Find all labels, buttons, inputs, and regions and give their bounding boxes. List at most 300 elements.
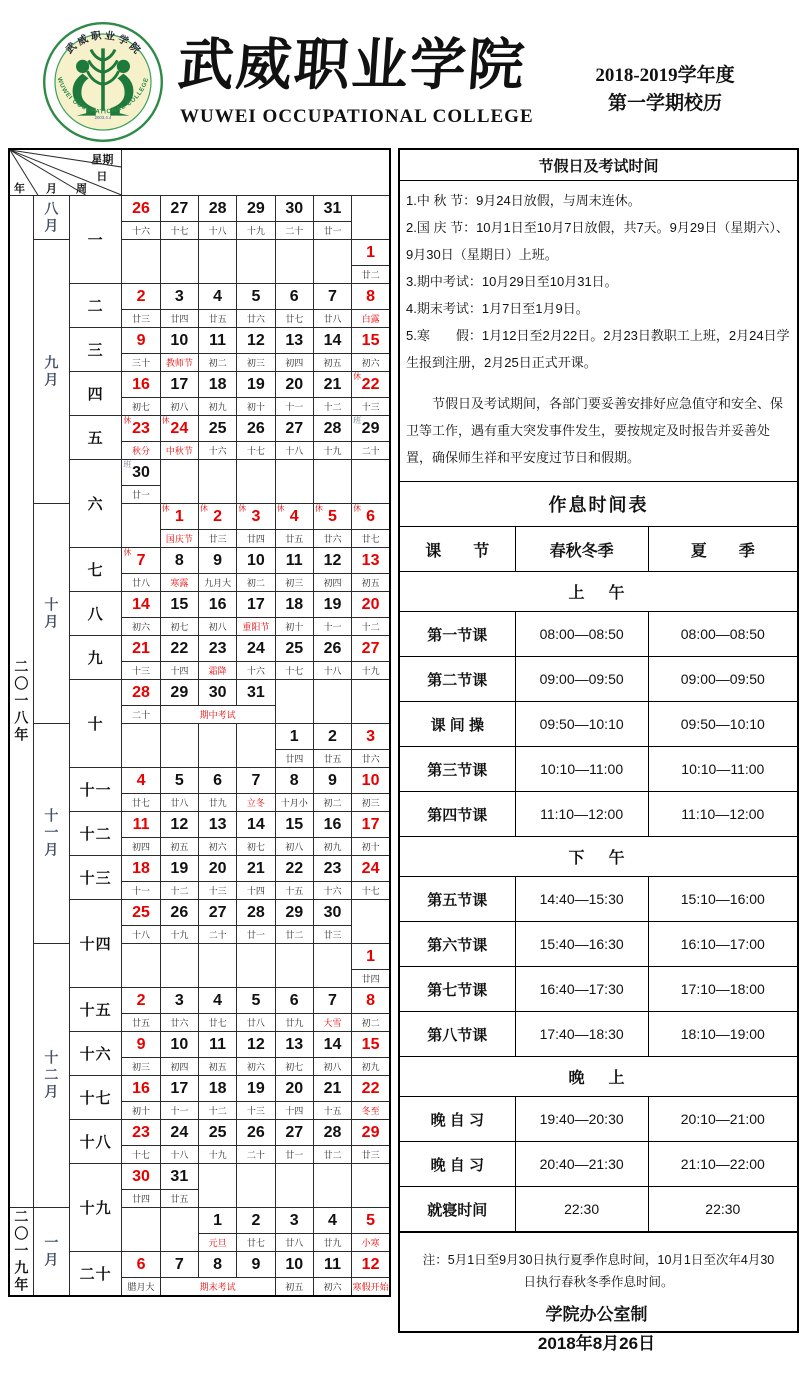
holiday-badge: 休 bbox=[123, 416, 132, 425]
date-cell: 2 bbox=[237, 1208, 275, 1234]
date-cell: 12 bbox=[160, 812, 198, 838]
logo-founding-date: 2003.4.4 bbox=[94, 115, 112, 121]
schedule-column-header-0: 课 节 bbox=[400, 527, 515, 572]
date-cell: 9 bbox=[122, 328, 160, 354]
date-cell: 22 bbox=[352, 1076, 390, 1102]
lunar-cell: 初十 bbox=[352, 838, 390, 856]
holiday-badge: 休 bbox=[199, 504, 208, 513]
date-cell: 22 bbox=[275, 856, 313, 882]
date-cell: 休 5 bbox=[313, 504, 351, 530]
date-cell: 24 bbox=[352, 856, 390, 882]
schedule-note: 注：5月1日至9月30日执行夏季作息时间，10月1日至次年4月30日执行春秋冬季作息时间。 bbox=[400, 1232, 797, 1331]
date-cell: 28 bbox=[313, 1120, 351, 1146]
lunar-cell: 廿四 bbox=[237, 530, 275, 548]
lunar-cell: 十三 bbox=[198, 882, 236, 900]
date-cell: 7 bbox=[160, 1252, 198, 1278]
date-cell: 23 bbox=[122, 1120, 160, 1146]
empty-day-cell bbox=[237, 944, 275, 988]
holiday-badge: 休 bbox=[353, 372, 362, 381]
date-cell: 15 bbox=[275, 812, 313, 838]
date-cell: 26 bbox=[313, 636, 351, 662]
date-cell: 13 bbox=[198, 812, 236, 838]
empty-day-cell bbox=[275, 680, 313, 724]
lunar-cell: 廿九 bbox=[275, 1014, 313, 1032]
empty-day-cell bbox=[313, 240, 351, 284]
lunar-cell: 二十 bbox=[198, 926, 236, 944]
empty-day-cell bbox=[198, 460, 236, 504]
holiday-section-title: 节假日及考试时间 bbox=[400, 150, 797, 181]
time-summer: 16:10—17:00 bbox=[648, 922, 797, 967]
lunar-cell: 十九 bbox=[160, 926, 198, 944]
schedule-header-row bbox=[400, 527, 797, 572]
college-seal-logo bbox=[42, 22, 164, 142]
lunar-cell: 十三 bbox=[352, 398, 390, 416]
period-name: 第三节课 bbox=[400, 747, 515, 792]
schedule-row bbox=[400, 657, 797, 702]
empty-day-cell bbox=[237, 1164, 275, 1208]
info-panel bbox=[398, 148, 799, 1333]
date-cell: 8 bbox=[275, 768, 313, 794]
schedule-row bbox=[400, 967, 797, 1012]
date-cell: 7 bbox=[237, 768, 275, 794]
empty-day-cell bbox=[352, 460, 390, 504]
date-cell: 31 bbox=[160, 1164, 198, 1190]
lunar-cell: 腊月大 bbox=[122, 1278, 160, 1297]
week-number-label: 十三 bbox=[69, 856, 121, 900]
lunar-cell: 十八 bbox=[313, 662, 351, 680]
lunar-cell: 十五 bbox=[313, 1102, 351, 1120]
week-number-label: 十七 bbox=[69, 1076, 121, 1120]
lunar-cell: 初十 bbox=[122, 1102, 160, 1120]
date-cell: 27 bbox=[198, 900, 236, 926]
time-spring-autumn-winter: 20:40—21:30 bbox=[515, 1142, 648, 1187]
date-cell: 31 bbox=[313, 196, 351, 222]
date-cell: 3 bbox=[160, 988, 198, 1014]
lunar-cell: 教师节 bbox=[160, 354, 198, 372]
empty-day-cell bbox=[198, 1164, 236, 1208]
logo-arc-text-en: WUWEI OCCUPATIONAL COLLEGE bbox=[55, 76, 151, 116]
lunar-cell: 二十 bbox=[352, 442, 390, 460]
date-cell: 20 bbox=[275, 372, 313, 398]
time-spring-autumn-winter: 09:50—10:10 bbox=[515, 702, 648, 747]
lunar-cell: 寒露 bbox=[160, 574, 198, 592]
date-cell: 11 bbox=[122, 812, 160, 838]
empty-day-cell bbox=[352, 680, 390, 724]
lunar-cell: 十九 bbox=[198, 1146, 236, 1164]
lunar-cell: 期末考试 bbox=[160, 1278, 275, 1297]
empty-day-cell bbox=[352, 900, 390, 944]
date-cell: 3 bbox=[160, 284, 198, 310]
date-cell: 15 bbox=[352, 328, 390, 354]
time-spring-autumn-winter: 19:40—20:30 bbox=[515, 1097, 648, 1142]
date-cell: 12 bbox=[313, 548, 351, 574]
schedule-row bbox=[400, 747, 797, 792]
date-cell: 休 6 bbox=[352, 504, 390, 530]
date-cell: 17 bbox=[237, 592, 275, 618]
lunar-cell: 初三 bbox=[352, 794, 390, 812]
lunar-cell: 九月大 bbox=[198, 574, 236, 592]
lunar-cell: 二十 bbox=[275, 222, 313, 240]
lunar-cell: 廿一 bbox=[313, 222, 351, 240]
week-number-label: 五 bbox=[69, 416, 121, 460]
corner-zhou-label: 周 bbox=[76, 183, 87, 195]
lunar-cell: 廿一 bbox=[275, 1146, 313, 1164]
date-cell: 29 bbox=[352, 1120, 390, 1146]
date-cell: 17 bbox=[160, 1076, 198, 1102]
lunar-cell: 霜降 bbox=[198, 662, 236, 680]
lunar-cell: 二十 bbox=[237, 1146, 275, 1164]
date-cell: 31 bbox=[237, 680, 275, 706]
lunar-cell: 廿一 bbox=[237, 926, 275, 944]
date-cell: 30 bbox=[198, 680, 236, 706]
schedule-section-header: 晚 上 bbox=[400, 1057, 797, 1097]
date-cell: 休 2 bbox=[198, 504, 236, 530]
term-title-line2: 第一学期校历 bbox=[607, 93, 722, 114]
lunar-cell: 初十 bbox=[237, 398, 275, 416]
lunar-cell: 冬至 bbox=[352, 1102, 390, 1120]
lunar-cell: 廿六 bbox=[352, 750, 390, 768]
date-cell: 9 bbox=[313, 768, 351, 794]
week-number-label: 八 bbox=[69, 592, 121, 636]
lunar-cell: 十三 bbox=[237, 1102, 275, 1120]
holiday-badge: 休 bbox=[353, 504, 362, 513]
lunar-cell: 十七 bbox=[122, 1146, 160, 1164]
lunar-cell: 初八 bbox=[160, 398, 198, 416]
holiday-item: 4.期末考试：1月7日至1月9日。 bbox=[406, 301, 589, 316]
lunar-cell: 十二 bbox=[313, 398, 351, 416]
date-cell: 23 bbox=[198, 636, 236, 662]
lunar-cell: 三十 bbox=[122, 354, 160, 372]
lunar-cell: 寒假开始 bbox=[352, 1278, 390, 1297]
lunar-cell: 廿六 bbox=[237, 310, 275, 328]
empty-day-cell bbox=[275, 1164, 313, 1208]
lunar-cell: 廿三 bbox=[352, 1146, 390, 1164]
lunar-cell: 十九 bbox=[313, 442, 351, 460]
year-label-text: 二〇一九年 bbox=[13, 1209, 30, 1294]
time-summer: 10:10—11:00 bbox=[648, 747, 797, 792]
date-cell: 20 bbox=[198, 856, 236, 882]
lunar-cell: 廿三 bbox=[122, 310, 160, 328]
date-cell: 5 bbox=[352, 1208, 390, 1234]
month-label bbox=[33, 240, 69, 504]
period-name: 第五节课 bbox=[400, 877, 515, 922]
date-cell: 29 bbox=[237, 196, 275, 222]
date-cell: 3 bbox=[275, 1208, 313, 1234]
holiday-badge: 休 bbox=[314, 504, 323, 513]
date-cell: 24 bbox=[237, 636, 275, 662]
lunar-cell: 小寒 bbox=[352, 1234, 390, 1252]
lunar-cell: 初三 bbox=[122, 1058, 160, 1076]
empty-day-cell bbox=[122, 1208, 160, 1252]
time-summer: 20:10—21:00 bbox=[648, 1097, 797, 1142]
week-number-label: 一 bbox=[69, 196, 121, 284]
week-number-label: 二十 bbox=[69, 1252, 121, 1297]
lunar-cell: 十四 bbox=[160, 662, 198, 680]
date-cell: 19 bbox=[237, 1076, 275, 1102]
corner-day-label: 日 bbox=[96, 171, 108, 183]
lunar-cell: 廿六 bbox=[313, 530, 351, 548]
term-title bbox=[555, 62, 775, 118]
period-name: 第二节课 bbox=[400, 657, 515, 702]
lunar-cell: 廿八 bbox=[122, 574, 160, 592]
date-cell: 26 bbox=[237, 416, 275, 442]
time-spring-autumn-winter: 11:10—12:00 bbox=[515, 792, 648, 837]
time-summer: 11:10—12:00 bbox=[648, 792, 797, 837]
month-label bbox=[33, 1208, 69, 1297]
date-cell: 6 bbox=[122, 1252, 160, 1278]
date-cell: 29 bbox=[275, 900, 313, 926]
holiday-badge: 休 bbox=[123, 548, 132, 557]
lunar-cell: 初六 bbox=[237, 1058, 275, 1076]
period-name: 第六节课 bbox=[400, 922, 515, 967]
date-cell: 6 bbox=[275, 988, 313, 1014]
lunar-cell: 初四 bbox=[160, 1058, 198, 1076]
empty-day-cell bbox=[122, 504, 160, 548]
date-cell: 21 bbox=[313, 1076, 351, 1102]
holiday-badge: 休 bbox=[161, 504, 170, 513]
schedule-column-header-2: 夏 季 bbox=[648, 527, 797, 572]
lunar-cell: 初九 bbox=[352, 1058, 390, 1076]
calendar-date-row bbox=[9, 1208, 390, 1234]
date-cell: 26 bbox=[237, 1120, 275, 1146]
period-name: 第八节课 bbox=[400, 1012, 515, 1057]
lunar-cell: 初五 bbox=[198, 1058, 236, 1076]
period-name: 晚 自 习 bbox=[400, 1142, 515, 1187]
schedule-row bbox=[400, 922, 797, 967]
date-cell: 22 bbox=[160, 636, 198, 662]
lunar-cell: 初九 bbox=[198, 398, 236, 416]
lunar-cell: 廿八 bbox=[275, 1234, 313, 1252]
date-cell: 4 bbox=[313, 1208, 351, 1234]
date-cell: 18 bbox=[198, 372, 236, 398]
empty-day-cell bbox=[352, 1164, 390, 1208]
date-cell: 23 bbox=[313, 856, 351, 882]
date-cell: 20 bbox=[275, 1076, 313, 1102]
lunar-cell: 十八 bbox=[275, 442, 313, 460]
lunar-cell: 十二 bbox=[160, 882, 198, 900]
lunar-cell: 廿九 bbox=[313, 1234, 351, 1252]
lunar-cell: 十七 bbox=[352, 882, 390, 900]
date-cell: 10 bbox=[160, 1032, 198, 1058]
month-label-text: 九月 bbox=[43, 354, 60, 389]
lunar-cell: 十二 bbox=[198, 1102, 236, 1120]
date-cell: 14 bbox=[237, 812, 275, 838]
date-cell: 休 4 bbox=[275, 504, 313, 530]
lunar-cell: 初二 bbox=[352, 1014, 390, 1032]
schedule-row bbox=[400, 1097, 797, 1142]
date-cell: 4 bbox=[122, 768, 160, 794]
calendar-date-row bbox=[9, 196, 390, 222]
calendar-date-row bbox=[9, 944, 390, 970]
empty-day-cell bbox=[160, 944, 198, 988]
empty-day-cell bbox=[122, 944, 160, 988]
holiday-item: 5.寒 假：1月12日至2月22日。2月23日教职工上班，2月24日学生报到注册，2月25日正式开课。 bbox=[406, 328, 790, 370]
year-label bbox=[9, 1208, 33, 1297]
lunar-cell: 初七 bbox=[160, 618, 198, 636]
date-cell: 27 bbox=[352, 636, 390, 662]
date-cell: 3 bbox=[352, 724, 390, 750]
lunar-cell: 十八 bbox=[198, 222, 236, 240]
date-cell: 6 bbox=[275, 284, 313, 310]
period-name: 第七节课 bbox=[400, 967, 515, 1012]
calendar-date-row bbox=[9, 504, 390, 530]
lunar-cell: 十六 bbox=[198, 442, 236, 460]
empty-day-cell bbox=[160, 724, 198, 768]
calendar-section bbox=[8, 148, 391, 1297]
lunar-cell: 十一 bbox=[122, 882, 160, 900]
week-number-label: 四 bbox=[69, 372, 121, 416]
lunar-cell: 十七 bbox=[237, 442, 275, 460]
date-cell: 30 bbox=[313, 900, 351, 926]
lunar-cell: 十月小 bbox=[275, 794, 313, 812]
lunar-cell: 廿六 bbox=[160, 1014, 198, 1032]
schedule-row bbox=[400, 877, 797, 922]
time-summer: 08:00—08:50 bbox=[648, 612, 797, 657]
schedule-section-header: 上 午 bbox=[400, 572, 797, 612]
date-cell: 4 bbox=[198, 988, 236, 1014]
date-cell: 14 bbox=[122, 592, 160, 618]
empty-day-cell bbox=[313, 680, 351, 724]
empty-day-cell bbox=[198, 240, 236, 284]
time-spring-autumn-winter: 14:40—15:30 bbox=[515, 877, 648, 922]
date-cell: 28 bbox=[122, 680, 160, 706]
date-cell: 28 bbox=[237, 900, 275, 926]
term-title-line1: 2018-2019学年度 bbox=[595, 65, 735, 86]
holiday-badge: 休 bbox=[161, 416, 170, 425]
date-cell: 20 bbox=[352, 592, 390, 618]
date-cell: 11 bbox=[198, 1032, 236, 1058]
time-summer: 21:10—22:00 bbox=[648, 1142, 797, 1187]
date-cell: 5 bbox=[237, 988, 275, 1014]
lunar-cell: 廿八 bbox=[160, 794, 198, 812]
date-cell: 1 bbox=[198, 1208, 236, 1234]
holiday-paragraph: 节假日及考试期间，各部门要妥善安排好应急值守和安全、保卫等工作，遇有重大突发事件发生，要按规定及时报告并妥善处置，确保师生祥和平安度过节日和假期。 bbox=[406, 396, 784, 465]
date-cell: 19 bbox=[313, 592, 351, 618]
date-cell: 12 bbox=[237, 1032, 275, 1058]
date-cell: 16 bbox=[122, 372, 160, 398]
footer-date: 2018年8月26日 bbox=[537, 1334, 656, 1353]
period-name: 第一节课 bbox=[400, 612, 515, 657]
date-cell: 29 bbox=[160, 680, 198, 706]
date-cell: 休 23 bbox=[122, 416, 160, 442]
date-cell: 18 bbox=[122, 856, 160, 882]
date-cell: 9 bbox=[198, 548, 236, 574]
week-number-label: 十八 bbox=[69, 1120, 121, 1164]
date-cell: 9 bbox=[237, 1252, 275, 1278]
lunar-cell: 廿四 bbox=[122, 1190, 160, 1208]
lunar-cell: 初八 bbox=[275, 838, 313, 856]
lunar-cell: 十二 bbox=[352, 618, 390, 636]
date-cell: 12 bbox=[352, 1252, 390, 1278]
corner-week-label: 星期 bbox=[91, 154, 114, 166]
date-cell: 21 bbox=[313, 372, 351, 398]
lunar-cell: 廿五 bbox=[160, 1190, 198, 1208]
empty-day-cell bbox=[122, 724, 160, 768]
date-cell: 26 bbox=[160, 900, 198, 926]
date-cell: 休 3 bbox=[237, 504, 275, 530]
lunar-cell: 十八 bbox=[122, 926, 160, 944]
lunar-cell: 初九 bbox=[313, 838, 351, 856]
month-label bbox=[33, 724, 69, 944]
date-cell: 2 bbox=[122, 988, 160, 1014]
lunar-cell: 廿七 bbox=[198, 1014, 236, 1032]
month-label bbox=[33, 196, 69, 240]
week-number-label: 十一 bbox=[69, 768, 121, 812]
lunar-cell: 秋分 bbox=[122, 442, 160, 460]
logo-arc-text-cn: 武 威 职 业 学 院 bbox=[64, 30, 142, 57]
date-cell: 13 bbox=[275, 328, 313, 354]
calendar-date-row bbox=[9, 724, 390, 750]
date-cell: 18 bbox=[275, 592, 313, 618]
lunar-cell: 初八 bbox=[313, 1058, 351, 1076]
lunar-cell: 初五 bbox=[313, 354, 351, 372]
lunar-cell: 国庆节 bbox=[160, 530, 198, 548]
lunar-cell: 初二 bbox=[198, 354, 236, 372]
corner-year-label: 年 bbox=[14, 183, 25, 195]
date-cell: 2 bbox=[313, 724, 351, 750]
empty-day-cell bbox=[275, 944, 313, 988]
lunar-cell: 廿七 bbox=[122, 794, 160, 812]
date-cell: 8 bbox=[352, 284, 390, 310]
lunar-cell: 十八 bbox=[160, 1146, 198, 1164]
date-cell: 27 bbox=[275, 1120, 313, 1146]
lunar-cell: 廿七 bbox=[237, 1234, 275, 1252]
empty-day-cell bbox=[160, 1208, 198, 1252]
lunar-cell: 廿四 bbox=[352, 970, 390, 988]
page-header bbox=[0, 0, 800, 145]
week-number-label: 十二 bbox=[69, 812, 121, 856]
lunar-cell: 立冬 bbox=[237, 794, 275, 812]
lunar-cell: 大雪 bbox=[313, 1014, 351, 1032]
empty-day-cell bbox=[198, 724, 236, 768]
time-summer: 18:10—19:00 bbox=[648, 1012, 797, 1057]
lunar-cell: 廿七 bbox=[352, 530, 390, 548]
lunar-cell: 廿二 bbox=[352, 266, 390, 284]
date-cell: 13 bbox=[275, 1032, 313, 1058]
date-cell: 14 bbox=[313, 328, 351, 354]
year-label-text: 二〇一八年 bbox=[13, 659, 30, 744]
date-cell: 26 bbox=[122, 196, 160, 222]
lunar-cell: 廿一 bbox=[122, 486, 160, 504]
empty-day-cell bbox=[237, 460, 275, 504]
lunar-cell: 廿五 bbox=[198, 310, 236, 328]
lunar-cell: 廿四 bbox=[275, 750, 313, 768]
date-cell: 5 bbox=[237, 284, 275, 310]
lunar-cell: 初三 bbox=[275, 574, 313, 592]
lunar-cell: 廿五 bbox=[122, 1014, 160, 1032]
calendar-date-row bbox=[9, 240, 390, 266]
date-cell: 7 bbox=[313, 284, 351, 310]
lunar-cell: 白露 bbox=[352, 310, 390, 328]
lunar-cell: 初六 bbox=[122, 618, 160, 636]
date-cell: 21 bbox=[237, 856, 275, 882]
schedule-section-row bbox=[400, 837, 797, 877]
lunar-cell: 廿二 bbox=[275, 926, 313, 944]
month-label bbox=[33, 504, 69, 724]
footer-issuer: 学院办公室制 bbox=[545, 1305, 648, 1324]
lunar-cell: 廿八 bbox=[237, 1014, 275, 1032]
lunar-cell: 初六 bbox=[313, 1278, 351, 1297]
schedule-row bbox=[400, 792, 797, 837]
lunar-cell: 十一 bbox=[275, 398, 313, 416]
lunar-cell: 二十 bbox=[122, 706, 160, 724]
month-label bbox=[33, 944, 69, 1208]
lunar-cell: 初四 bbox=[122, 838, 160, 856]
date-cell: 1 bbox=[275, 724, 313, 750]
date-cell: 14 bbox=[313, 1032, 351, 1058]
empty-day-cell bbox=[237, 724, 275, 768]
lunar-cell: 十九 bbox=[237, 222, 275, 240]
